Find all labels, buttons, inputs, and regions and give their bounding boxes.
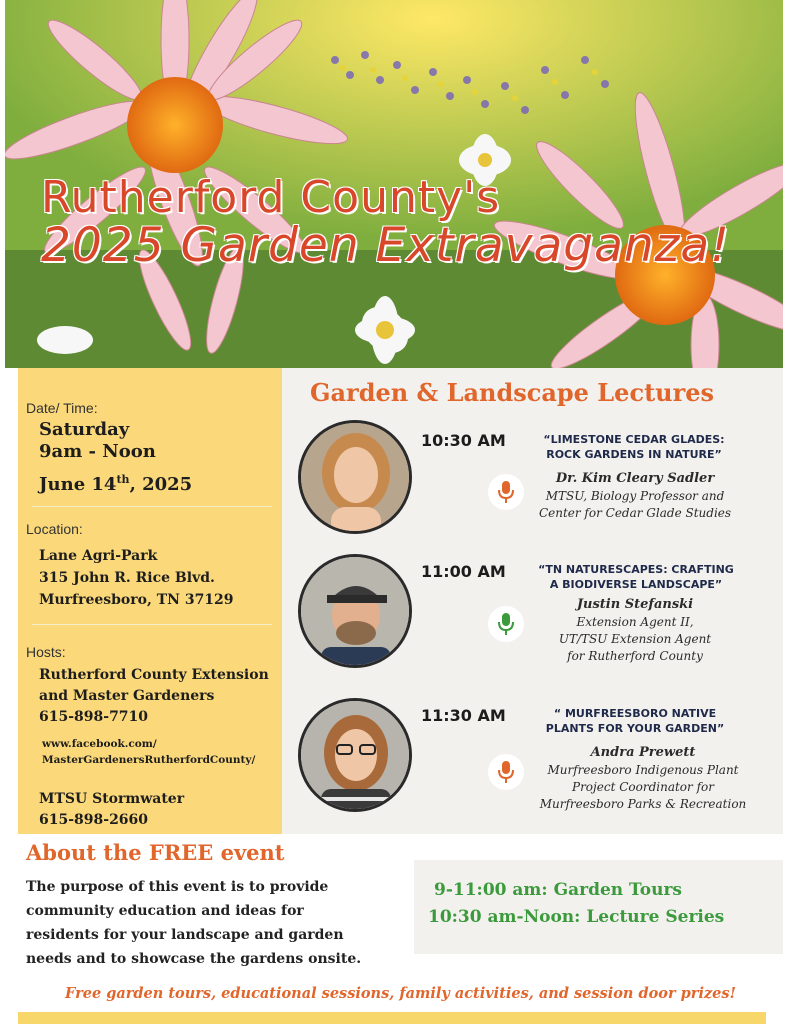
- microphone-icon: [488, 474, 524, 510]
- about-line: needs and to showcase the gardens onsite.: [26, 951, 362, 967]
- speaker-photo: [298, 698, 412, 812]
- host-phone: 615-898-7710: [39, 709, 149, 725]
- speaker-portrait-icon: [301, 701, 411, 811]
- speaker-portrait-icon: [301, 423, 411, 533]
- speaker-role: UT/TSU Extension Agent: [558, 632, 712, 646]
- lectures-panel: [282, 368, 783, 834]
- speaker-role: Center for Cedar Glade Studies: [538, 506, 732, 520]
- about-line: community education and ideas for: [26, 903, 304, 919]
- about-description: [26, 875, 406, 971]
- about-line: residents for your landscape and garden: [26, 927, 344, 943]
- speaker-role: Project Coordinator for: [572, 780, 714, 794]
- lecture-title-line: “ MURFREESBORO NATIVE: [553, 707, 717, 720]
- speaker-info: [530, 744, 756, 813]
- host-line: MTSU Stormwater: [39, 791, 185, 807]
- schedule-box: [414, 860, 783, 954]
- divider: [32, 624, 272, 625]
- schedule-garden-tours: 9-11:00 am: Garden Tours: [434, 880, 682, 900]
- lecture-title-line: ROCK GARDENS IN NATURE”: [546, 448, 722, 461]
- hosts-label: Hosts:: [26, 644, 66, 660]
- lectures-heading: Garden & Landscape Lectures: [310, 378, 715, 407]
- facebook-link[interactable]: MasterGardenersRutherfordCounty/: [42, 754, 256, 766]
- lecture-time: 11:30 AM: [421, 706, 506, 725]
- coneflower-center: [127, 77, 223, 173]
- microphone-icon: [488, 606, 524, 642]
- facebook-link[interactable]: www.facebook.com/: [42, 738, 157, 750]
- host-phone: 615-898-2660: [39, 812, 149, 828]
- event-date: [39, 468, 192, 497]
- date-suffix: , 2025: [129, 474, 193, 495]
- speaker-role: Extension Agent II,: [576, 615, 694, 629]
- speaker-portrait-icon: [301, 557, 411, 667]
- speaker-name: Justin Stefanski: [576, 597, 694, 612]
- date-time-label: Date/ Time:: [26, 400, 98, 416]
- lecture-title-line: “TN NATURESCAPES: CRAFTING: [538, 563, 734, 576]
- location-line: Murfreesboro, TN 37129: [39, 592, 234, 608]
- location-label: Location:: [26, 521, 83, 537]
- schedule-lecture-series: 10:30 am-Noon: Lecture Series: [428, 907, 725, 927]
- location-line: 315 John R. Rice Blvd.: [39, 570, 215, 586]
- speaker-info: [532, 470, 738, 522]
- title-line-2: 2025 Garden Extravaganza!: [41, 218, 730, 273]
- speaker-role: Murfreesboro Indigenous Plant: [547, 763, 739, 777]
- about-heading: About the FREE event: [26, 840, 285, 865]
- speaker-role: MTSU, Biology Professor and: [545, 489, 725, 503]
- divider: [32, 506, 272, 507]
- speaker-photo: [298, 420, 412, 534]
- lecture-title-line: “LIMESTONE CEDAR GLADES:: [543, 433, 725, 446]
- lecture-title: [518, 562, 754, 592]
- lecture-title: [524, 706, 746, 736]
- event-info-sidebar: [18, 368, 282, 834]
- lecture-title-line: A BIODIVERSE LANDSCAPE”: [549, 578, 723, 591]
- date-prefix: June 14: [39, 474, 117, 495]
- title-line-1: Rutherford County's: [41, 172, 501, 223]
- date-sup: th: [116, 473, 130, 486]
- lecture-time: 10:30 AM: [421, 431, 506, 450]
- microphone-icon: [488, 754, 524, 790]
- location-line: Lane Agri-Park: [39, 548, 158, 564]
- lecture-time: 11:00 AM: [421, 562, 506, 581]
- footer-tagline: Free garden tours, educational sessions, family activities, and session door prizes!: [65, 985, 736, 1002]
- speaker-name: Andra Prewett: [590, 745, 696, 760]
- host-line: Rutherford County Extension: [39, 667, 269, 683]
- speaker-role: for Rutherford County: [567, 649, 703, 663]
- speaker-name: Dr. Kim Cleary Sadler: [555, 471, 715, 486]
- host-line: and Master Gardeners: [39, 688, 215, 704]
- speaker-info: [540, 596, 730, 665]
- speaker-role: Murfreesboro Parks & Recreation: [539, 797, 747, 811]
- event-day: Saturday: [39, 419, 130, 440]
- hero-banner: [5, 0, 783, 368]
- footer-bar: [18, 1012, 766, 1024]
- speaker-photo: [298, 554, 412, 668]
- lecture-title: [520, 432, 748, 462]
- lecture-title-line: PLANTS FOR YOUR GARDEN”: [545, 722, 725, 735]
- about-line: The purpose of this event is to provide: [26, 879, 329, 895]
- event-hours: 9am - Noon: [39, 441, 156, 462]
